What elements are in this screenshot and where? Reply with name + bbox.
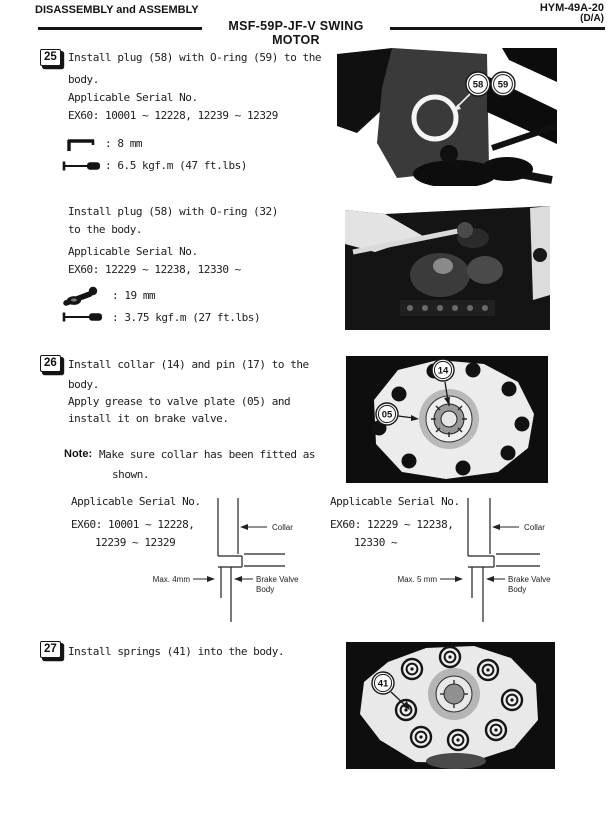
collar-label: Collar: [524, 523, 545, 532]
photo-tighten-plug: [345, 200, 550, 330]
step25-torque-spec: : 6.5 kgf.m (47 ft.lbs): [105, 159, 247, 172]
diagram-left-serial-line1: EX60: 10001 ~ 12228,: [71, 518, 195, 531]
step25b-line2: to the body.: [68, 223, 143, 236]
step26-line4: install it on brake valve.: [68, 412, 229, 425]
max-gap-label: Max. 5 mm: [397, 575, 437, 584]
step25b-line1: Install plug (58) with O-ring (32): [68, 205, 278, 218]
step25b-serial-value: EX60: 12229 ~ 12238, 12330 ~: [68, 263, 241, 276]
title-rule-left: [38, 27, 202, 30]
diagram-left-serial-line2: 12239 ~ 12329: [95, 536, 176, 549]
diagram-right-serial-line2: 12330 ~: [354, 536, 398, 549]
step-number-27: 27: [40, 641, 61, 658]
doc-code: HYM-49A-20: [539, 2, 604, 14]
hex-key-icon: [64, 136, 98, 154]
diagram-right-serial-label: Applicable Serial No.: [330, 495, 460, 508]
collar-diagram-right: [395, 494, 565, 626]
step-number-25: 25: [40, 49, 61, 66]
step26-line3: Apply grease to valve plate (05) and: [68, 395, 291, 408]
step-number-26: 26: [40, 355, 61, 372]
brake-valve-label-1: Brake Valve: [508, 575, 551, 584]
brake-valve-label-2: Body: [508, 585, 527, 594]
torque-wrench-icon: [60, 159, 104, 173]
callout-14: [432, 359, 454, 381]
brake-valve-label-2: Body: [256, 585, 275, 594]
svg-text:59: 59: [497, 79, 509, 91]
callout-05: [376, 403, 398, 425]
collar-diagram-left: [145, 494, 310, 626]
step27-line1: Install springs (41) into the body.: [68, 645, 285, 658]
step25-line1: Install plug (58) with O-ring (59) to the: [68, 51, 322, 64]
brake-valve-label-1: Brake Valve: [256, 575, 299, 584]
page-title: MSF-59P-JF-V SWING MOTOR: [228, 19, 364, 47]
diagram-left-serial-label: Applicable Serial No.: [71, 495, 201, 508]
header-section-title: DISASSEMBLY and ASSEMBLY: [35, 4, 199, 16]
step25-serial-label: Applicable Serial No.: [68, 91, 198, 104]
svg-text:14: 14: [437, 365, 449, 377]
step25b-socket-spec: : 19 mm: [112, 289, 156, 302]
diagram-right-serial-line1: EX60: 12229 ~ 12238,: [330, 518, 454, 531]
step26-line1: Install collar (14) and pin (17) to the: [68, 358, 309, 371]
step25b-torque-spec: : 3.75 kgf.m (27 ft.lbs): [112, 311, 261, 324]
max-gap-label: Max. 4mm: [152, 575, 190, 584]
photo-springs: [346, 642, 555, 769]
svg-text:05: 05: [381, 409, 393, 421]
callout-58: [466, 72, 490, 96]
socket-wrench-icon: [60, 286, 106, 308]
svg-text:41: 41: [377, 678, 389, 690]
photo-plug-oring: [337, 48, 557, 186]
note-label: Note:: [64, 448, 93, 460]
callout-59: [491, 72, 515, 96]
step25b-serial-label: Applicable Serial No.: [68, 245, 198, 258]
collar-label: Collar: [272, 523, 293, 532]
svg-text:58: 58: [472, 79, 484, 91]
photo-collar-valve-plate: [346, 356, 548, 483]
torque-wrench-icon: [60, 310, 106, 324]
doc-code-suffix: (D/A): [580, 13, 604, 24]
callout-41: [372, 672, 394, 694]
note-line1: Make sure collar has been fitted as: [99, 448, 316, 461]
note-line2: shown.: [112, 468, 150, 481]
step25-line2: body.: [68, 73, 99, 86]
title-rule-right: [390, 27, 605, 30]
step25-hex-spec: : 8 mm: [105, 137, 143, 150]
step25-serial-value: EX60: 10001 ~ 12228, 12239 ~ 12329: [68, 109, 278, 122]
step26-line2: body.: [68, 378, 99, 391]
